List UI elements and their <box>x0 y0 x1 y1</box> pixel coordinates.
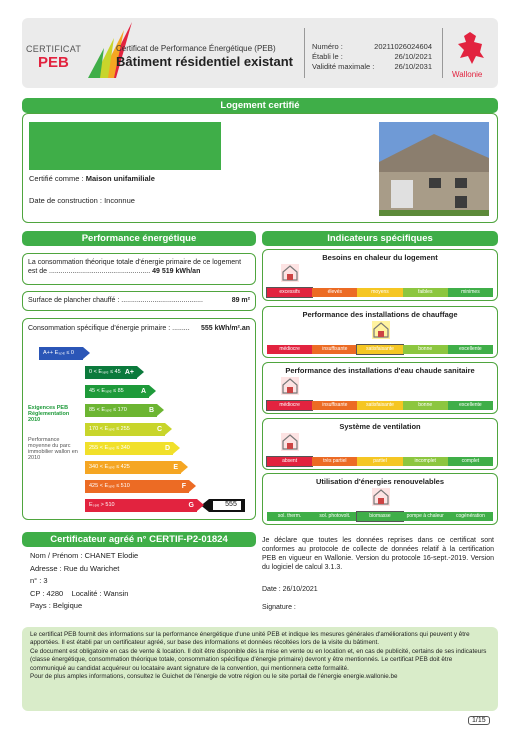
indicator-house-icon <box>372 321 390 339</box>
indicator-scale-cell: sol. therm. <box>267 512 312 521</box>
footer-p3: Pour de plus amples informations, consultez le Guichet de l'énergie de votre région ou le site portail de l'énergie energie.wallonie.be <box>30 673 398 681</box>
indicator-scale-cell: bonne <box>403 345 448 354</box>
etabli-value: 26/10/2021 <box>394 52 432 61</box>
energy-class-letter: A <box>140 388 146 395</box>
energy-class-range: 255 < Eₛₚₑ ≤ 340 <box>89 445 130 451</box>
indicator-box <box>262 473 498 525</box>
energy-class-letter: B <box>148 407 154 414</box>
indicator-scale-cell: excellente <box>448 401 493 410</box>
footer-p2: Ce document est obligatoire en cas de vente & location. Il doit être disponible dès la mise en vente ou en location et, en cas de publicité, certains de ses indicateurs (classe énergétique, consommation théorique totale, consommation spécifique d'énergie primaire) devront y être mentionnés. Le certificat PEB doit être communiqué au candidat acquéreur ou locataire avant signature de la convention, qui mentionnera cette formalité. <box>30 647 487 672</box>
declaration-text: Je déclare que toutes les données reprises dans ce certificat sont conformes au protocole de collecte de données relatif à la certification PEB en vigueur en Wallonie. Version du protocole 16-sept.-2019. Version du logiciel de calcul 3.1.3. <box>262 537 494 571</box>
region-label: Wallonie <box>452 70 483 79</box>
indicator-scale-cell: médiocre <box>267 401 312 410</box>
energy-class-range: 340 < Eₛₚₑ ≤ 425 <box>89 464 130 470</box>
energy-class-3 <box>85 385 149 398</box>
logo-text-top: CERTIFICAT <box>26 44 82 54</box>
indicator-scale-cell: minimes <box>448 288 493 297</box>
indicator-scale-cell: excellente <box>448 345 493 354</box>
construction-value: Inconnue <box>104 196 135 205</box>
marker-value: 555 <box>225 501 237 508</box>
energy-class-9 <box>85 499 197 512</box>
energy-class-letter: C <box>156 426 162 433</box>
cert-cp-row: CP : 4280 Localité : Wansin <box>30 588 129 598</box>
certificateur-details <box>30 550 138 613</box>
indicator-scale-cell: sol. photovolt. <box>312 512 357 521</box>
numero-label: Numéro : <box>312 42 343 51</box>
indicator-title: Performance des installations d'eau chaude sanitaire <box>285 366 475 375</box>
energy-class-range: 0 < Eₛₚₑ ≤ 45 <box>89 369 121 375</box>
indicator-house-icon <box>281 433 299 451</box>
energy-class-2 <box>85 366 137 379</box>
conso-box <box>22 253 256 285</box>
energy-class-letter: G <box>188 502 194 509</box>
indicator-title: Système de ventilation <box>339 422 421 431</box>
surface-box <box>22 291 256 311</box>
energy-class-8 <box>85 480 189 493</box>
energy-class-7 <box>85 461 181 474</box>
surface-value: 89 m² <box>231 297 250 304</box>
header-divider-2 <box>442 28 443 78</box>
indicator-title: Utilisation d'énergies renouvelables <box>315 477 445 486</box>
indicator-box <box>262 362 498 414</box>
certifie-row: Certifié comme : Maison unifamiliale <box>29 174 155 183</box>
energy-class-5 <box>85 423 165 436</box>
cert-adresse: Adresse : Rue du Warichet <box>30 563 120 573</box>
cert-numero: n° : 3 <box>30 576 48 585</box>
header-subtitle: Bâtiment résidentiel existant <box>116 54 293 69</box>
parc-label: Performance moyenne du parc immobilier wallon en 2010 <box>28 437 78 461</box>
energy-class-letter: A+ <box>124 369 134 376</box>
indicator-scale <box>267 512 493 521</box>
indicator-scale-cell: moyens <box>357 288 402 297</box>
energy-scale-box <box>22 318 256 520</box>
energy-class-6 <box>85 442 173 455</box>
indicator-scale-cell: biomasse <box>357 512 402 521</box>
indicator-scale-cell: insuffisante <box>312 401 357 410</box>
spec-value: 555 kWh/m².an <box>200 325 250 332</box>
energy-marker <box>209 499 245 512</box>
footer-p1: Le certificat PEB fournit des informations sur la performance énergétique d'une unité PEB et indique les mesures générales d'améliorations qui peuvent y être apportées. Il est établi par un certificateur agréé, sur base des informations et données récoltées lors de la visite du bâtiment. <box>30 631 470 647</box>
indicator-house-icon <box>372 488 390 506</box>
indicator-scale-cell: partiel <box>357 457 402 466</box>
cert-nom: Nom / Prénom : CHANET Elodie <box>30 551 139 560</box>
performance-title: Performance énergétique <box>22 231 256 246</box>
energy-class-range: 85 < Eₛₚₑ ≤ 170 <box>89 407 127 413</box>
certificateur-title: Certificateur agréé n° CERTIF-P2-01824 <box>22 532 256 547</box>
indicator-scale-cell: très partiel <box>312 457 357 466</box>
house-photo <box>379 122 489 216</box>
indicator-scale <box>267 401 493 410</box>
energy-class-4 <box>85 404 157 417</box>
indicator-scale-cell: médiocre <box>267 345 312 354</box>
energy-class-range: Eₛₚₑ > 510 <box>89 502 115 508</box>
energy-class-1 <box>39 347 83 360</box>
indicator-scale-cell: satisfaisante <box>357 401 402 410</box>
indicateurs-title: Indicateurs spécifiques <box>262 231 498 246</box>
indicator-scale-cell: élevés <box>312 288 357 297</box>
indicator-scale-cell: excessifs <box>267 288 312 297</box>
indicator-scale-cell: insuffisante <box>312 345 357 354</box>
cert-localite: Localité : Wansin <box>71 588 129 598</box>
indicator-scale-cell: incomplet <box>403 457 448 466</box>
validite-value: 26/10/2031 <box>394 62 432 71</box>
header-divider <box>304 28 305 78</box>
energy-class-letter: F <box>181 483 186 490</box>
spec-text: Consommation spécifique d'énergie primaire : ......... <box>28 325 190 332</box>
indicator-scale-cell: pompe à chaleur <box>403 512 448 521</box>
energy-class-letter: E <box>173 464 178 471</box>
header-meta-values <box>370 42 432 72</box>
energy-class-range: 45 < Eₛₚₑ ≤ 85 <box>89 388 124 394</box>
indicator-scale-cell: faibles <box>403 288 448 297</box>
indicator-scale-cell: satisfaisante <box>357 345 402 354</box>
indicator-title: Performance des installations de chauffage <box>302 310 458 319</box>
indicator-box <box>262 418 498 470</box>
etabli-label: Établi le : <box>312 52 343 61</box>
indicator-title: Besoins en chaleur du logement <box>322 253 438 262</box>
cert-date: Date : 26/10/2021 <box>262 586 318 593</box>
header-title: Certificat de Performance Énergétique (PEB) <box>116 44 276 53</box>
exigences-label: Exigences PEB Réglementation 2010 <box>28 405 70 423</box>
indicator-house-icon <box>281 377 299 395</box>
indicator-house-icon <box>281 264 299 282</box>
indicator-box <box>262 306 498 358</box>
logement-title: Logement certifié <box>22 98 498 113</box>
header-meta-labels <box>312 42 374 72</box>
construction-row: Date de construction : Inconnue <box>29 196 135 205</box>
indicator-scale <box>267 288 493 297</box>
energy-class-range: A++ Eₛₚₑ ≤ 0 <box>43 350 74 356</box>
logement-box <box>22 113 498 223</box>
energy-class-letter: D <box>164 445 170 452</box>
page-number: 1/15 <box>468 716 490 725</box>
indicator-box <box>262 249 498 301</box>
energy-class-range: 425 < Eₛₚₑ ≤ 510 <box>89 483 130 489</box>
header <box>22 18 498 88</box>
certifie-value: Maison unifamiliale <box>85 174 155 183</box>
energy-class-range: 170 < Eₛₚₑ ≤ 255 <box>89 426 130 432</box>
conso-text: La consommation théorique totale d'énergie primaire de ce logement est de .................................................... 49 519 kWh/an <box>28 259 242 275</box>
validite-label: Validité maximale : <box>312 62 375 71</box>
cert-signature: Signature : <box>262 604 296 611</box>
cert-pays: Pays : Belgique <box>30 601 83 610</box>
logo-text-peb: PEB <box>38 54 69 71</box>
numero-value: 20211026024604 <box>374 42 432 51</box>
address-block <box>29 122 221 170</box>
indicator-scale-cell: complet <box>448 457 493 466</box>
indicator-scale-cell: cogénération <box>448 512 493 521</box>
footer-notes <box>22 627 498 711</box>
indicator-scale-cell: bonne <box>403 401 448 410</box>
indicator-scale <box>267 345 493 354</box>
conso-value: 49 519 kWh/an <box>152 268 201 275</box>
indicator-scale <box>267 457 493 466</box>
indicator-scale-cell: absent <box>267 457 312 466</box>
wallonie-rooster-icon <box>454 30 486 66</box>
surface-text: Surface de plancher chauffé : .......................................... <box>28 297 203 304</box>
